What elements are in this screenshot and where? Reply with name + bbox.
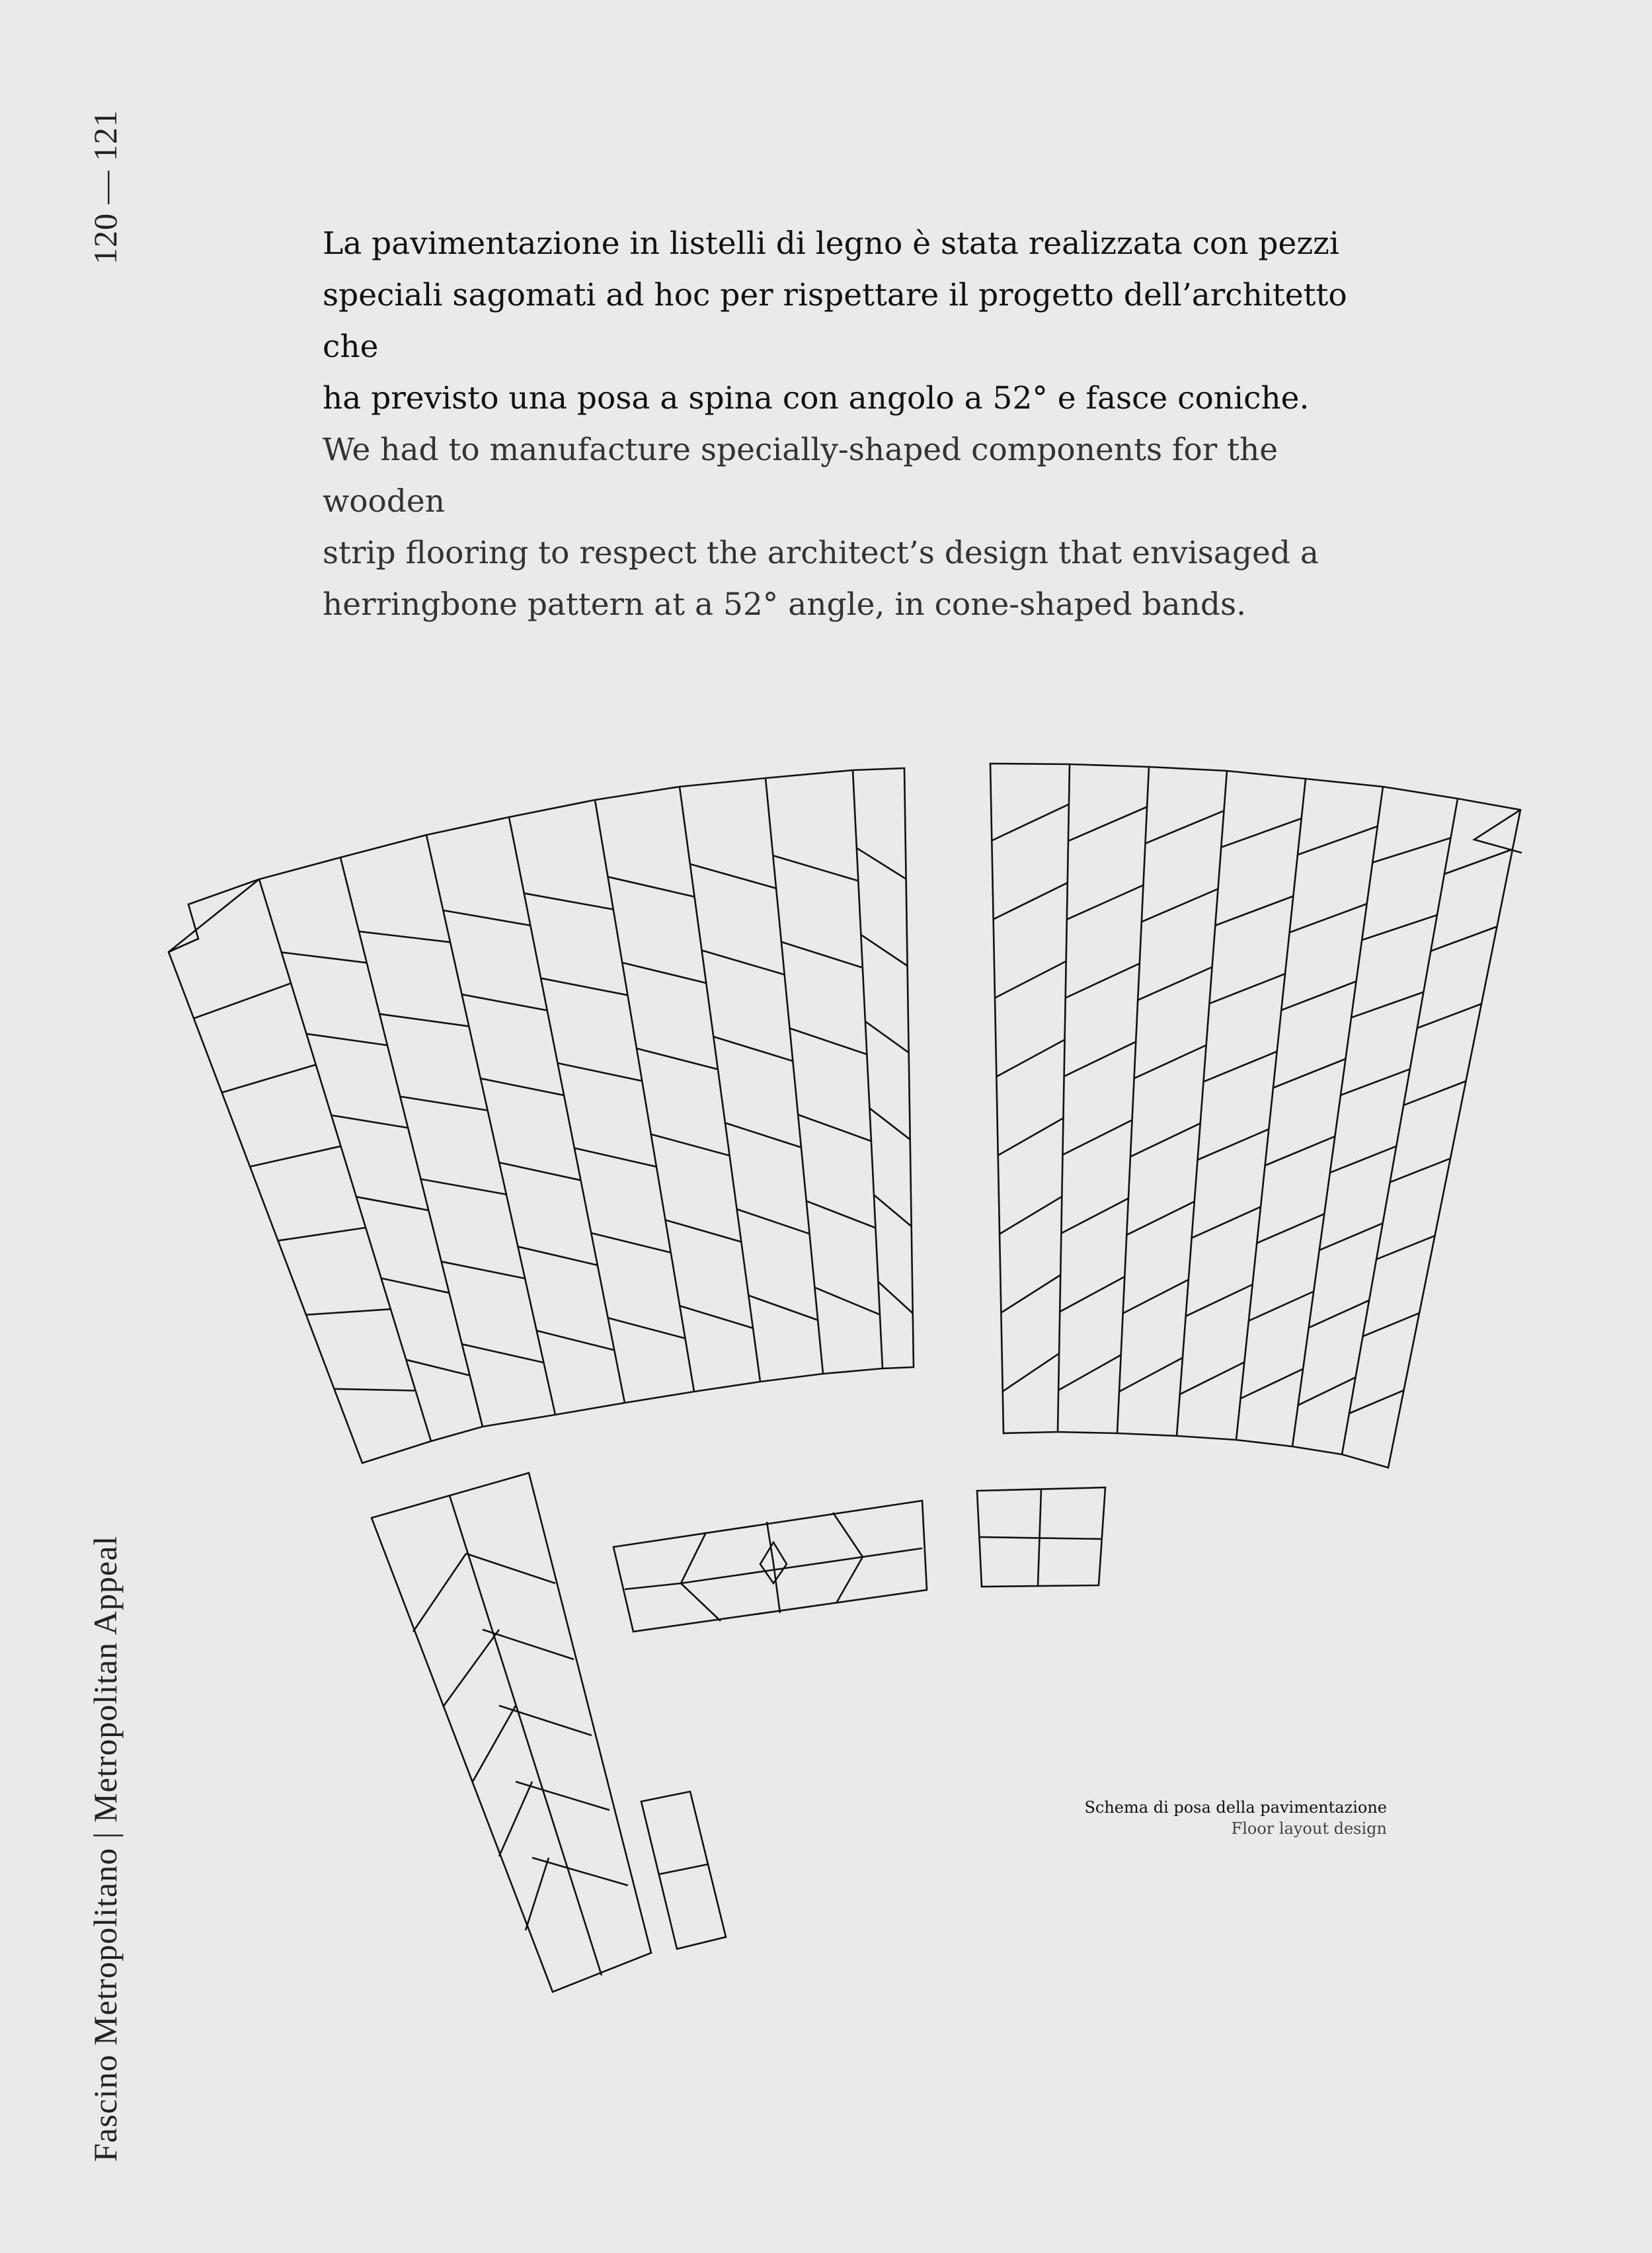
herringbone-strip xyxy=(622,963,706,983)
herringbone-strip xyxy=(334,1389,416,1391)
panel-outline xyxy=(990,764,1520,1468)
herringbone-strip xyxy=(379,1014,469,1027)
column-divider xyxy=(1177,771,1227,1436)
column-divider xyxy=(1292,787,1383,1446)
herringbone-strip xyxy=(1363,1313,1420,1336)
herringbone-strip xyxy=(869,1108,910,1139)
herringbone-strip xyxy=(748,1296,818,1320)
herringbone-strip xyxy=(1130,1123,1200,1157)
herringbone-strip xyxy=(1066,963,1140,998)
herringbone-strip xyxy=(574,1148,656,1167)
herringbone-strip xyxy=(995,961,1066,998)
herringbone-strip xyxy=(857,848,906,879)
herringbone-strip xyxy=(879,1282,913,1314)
herringbone-strip xyxy=(1372,838,1450,863)
panel-notch xyxy=(1474,810,1522,853)
herringbone-strip xyxy=(1376,1236,1435,1259)
herringbone-strip xyxy=(994,883,1068,919)
herringbone-strip xyxy=(194,983,291,1018)
herringbone-strip xyxy=(524,893,613,909)
herringbone-strip xyxy=(1063,1120,1132,1155)
herringbone-strip xyxy=(1281,981,1356,1010)
herringbone-strip xyxy=(798,1115,871,1141)
herringbone-strip xyxy=(1134,1045,1206,1078)
column-divider xyxy=(1236,779,1306,1440)
herringbone-strip xyxy=(1309,1300,1369,1328)
herringbone-strip xyxy=(1119,1358,1183,1392)
herringbone-strip xyxy=(702,951,785,975)
herringbone-strip xyxy=(608,877,695,896)
diamond-panel xyxy=(613,1501,927,1632)
herringbone-strip xyxy=(874,1195,912,1227)
column-divider xyxy=(1117,767,1149,1433)
herringbone-strip xyxy=(307,1034,388,1045)
herringbone-strip xyxy=(421,1179,506,1195)
herringbone-strip xyxy=(1257,1214,1324,1243)
herringbone-strip xyxy=(865,1021,909,1052)
herringbone-strip xyxy=(1068,807,1147,842)
herringbone-strip xyxy=(992,805,1069,841)
herringbone-strip xyxy=(1067,885,1144,920)
herringbone-strip xyxy=(400,1097,487,1111)
herringbone-strip xyxy=(1221,818,1301,848)
herringbone-strip xyxy=(737,1209,810,1234)
column-divider xyxy=(680,787,760,1382)
column-divider xyxy=(509,817,625,1403)
herringbone-strip xyxy=(1058,1355,1121,1390)
herringbone-strip xyxy=(1249,1292,1314,1322)
herringbone-strip xyxy=(1215,896,1293,926)
herringbone-strip xyxy=(998,1118,1064,1155)
herringbone-strip xyxy=(713,1037,793,1061)
column-divider xyxy=(853,770,883,1368)
herringbone-strip xyxy=(306,1309,391,1315)
caption-italian: Schema di posa della pavimentazione xyxy=(1084,1798,1387,1817)
herringbone-strip xyxy=(1330,1146,1396,1173)
herringbone-strip xyxy=(591,1233,671,1253)
herringbone-strip xyxy=(1362,915,1437,940)
herringbone-strip xyxy=(481,1078,564,1095)
left-fan-panel xyxy=(169,768,914,1463)
herringbone-strip xyxy=(1123,1280,1189,1314)
herringbone-strip xyxy=(282,953,367,963)
herringbone-strip xyxy=(1003,1353,1059,1391)
herringbone-strip xyxy=(1180,1363,1245,1395)
column-divider xyxy=(595,800,694,1392)
column-divider xyxy=(1342,799,1458,1454)
small-rect-panel xyxy=(641,1792,726,1949)
herringbone-strip xyxy=(1298,1377,1356,1405)
herringbone-strip xyxy=(1431,927,1497,951)
herringbone-strip xyxy=(222,1065,316,1093)
herringbone-strip xyxy=(250,1146,340,1167)
herringbone-strip xyxy=(1064,1042,1136,1076)
herringbone-strip xyxy=(1298,826,1378,855)
herringbone-strip xyxy=(406,1360,469,1376)
herringbone-strip xyxy=(637,1048,718,1070)
herringbone-strip xyxy=(651,1134,730,1156)
herringbone-strip xyxy=(1126,1201,1195,1235)
herringbone-strip xyxy=(1417,1004,1481,1029)
herringbone-strip xyxy=(773,855,858,881)
herringbone-strip xyxy=(1241,1369,1304,1399)
herringbone-strip xyxy=(462,1344,544,1363)
herringbone-strip xyxy=(537,1331,615,1351)
herringbone-strip xyxy=(381,1279,450,1293)
herringbone-strip xyxy=(608,1318,686,1339)
herringbone-strip xyxy=(1192,1207,1261,1238)
right-fan-panel xyxy=(990,764,1522,1468)
herringbone-strip xyxy=(1138,967,1212,1000)
herringbone-strip xyxy=(1186,1285,1253,1316)
herringbone-strip xyxy=(806,1201,876,1228)
herringbone-strip xyxy=(1290,904,1367,932)
intro-en-line-3: herringbone pattern at a 52° angle, in cone-shaped bands. xyxy=(323,586,1247,623)
herringbone-strip xyxy=(359,931,450,942)
herringbone-strip xyxy=(1142,889,1218,922)
herringbone-strip xyxy=(781,942,863,968)
column-divider xyxy=(426,835,555,1415)
herringbone-strip xyxy=(1060,1277,1124,1312)
intro-en-line-2: strip flooring to respect the architect’s design that envisaged a xyxy=(323,535,1319,571)
herringbone-strip xyxy=(666,1220,742,1242)
small-square-panel xyxy=(977,1487,1105,1587)
caption-english: Floor layout design xyxy=(1231,1819,1387,1838)
herringbone-strip xyxy=(996,1040,1064,1077)
page-numbers: 120 — 121 xyxy=(87,110,124,264)
herringbone-strip xyxy=(790,1028,867,1054)
herringbone-strip xyxy=(861,935,907,966)
herringbone-strip xyxy=(1273,1059,1346,1088)
herringbone-strip xyxy=(541,978,627,996)
figure-caption xyxy=(992,1797,1387,1839)
herringbone-strip xyxy=(1341,1069,1410,1095)
herringbone-strip xyxy=(1390,1158,1450,1182)
intro-it-line-3: ha previsto una posa a spina con angolo a 52° e fasce coniche. xyxy=(323,380,1310,416)
herringbone-strip xyxy=(1319,1223,1383,1250)
herringbone-strip xyxy=(331,1115,408,1128)
herringbone-strip xyxy=(690,864,776,889)
herringbone-strip xyxy=(278,1228,366,1241)
herringbone-strip xyxy=(518,1247,598,1265)
herringbone-strip xyxy=(680,1306,753,1328)
column-divider xyxy=(259,879,431,1441)
herringbone-strip xyxy=(814,1287,880,1314)
column-divider xyxy=(340,857,483,1427)
herringbone-strip xyxy=(558,1063,643,1081)
intro-it-line-1: La pavimentazione in listelli di legno è stata realizzata con pezzi xyxy=(323,225,1339,262)
herringbone-strip xyxy=(1351,992,1423,1018)
herringbone-strip xyxy=(1061,1199,1128,1234)
herringbone-strip xyxy=(443,910,530,926)
column-divider xyxy=(1058,764,1070,1432)
herringbone-strip xyxy=(1349,1390,1404,1413)
herringbone-strip xyxy=(499,1163,580,1181)
herringbone-strip xyxy=(1265,1136,1335,1166)
herringbone-strip xyxy=(1403,1081,1466,1105)
herringbone-strip xyxy=(356,1197,428,1210)
book-title: Fascino Metropolitano | Metropolitan Appeal xyxy=(87,1535,124,2162)
herringbone-strip xyxy=(1444,850,1513,874)
intro-en-line-1: We had to manufacture specially-shaped components for the wooden xyxy=(323,432,1278,520)
herringbone-strip xyxy=(1000,1197,1062,1234)
herringbone-strip xyxy=(1204,1052,1277,1082)
intro-it-line-2: speciali sagomati ad hoc per rispettare il progetto dell’architetto che xyxy=(323,277,1347,365)
herringbone-strip xyxy=(462,994,547,1010)
herringbone-strip xyxy=(1209,974,1285,1004)
herringbone-strip xyxy=(1001,1275,1060,1313)
herringbone-strip xyxy=(725,1123,801,1148)
herringbone-strip xyxy=(1198,1129,1269,1160)
strip-panel xyxy=(372,1473,651,1992)
herringbone-strip xyxy=(442,1261,526,1279)
herringbone-strip xyxy=(1146,810,1224,844)
